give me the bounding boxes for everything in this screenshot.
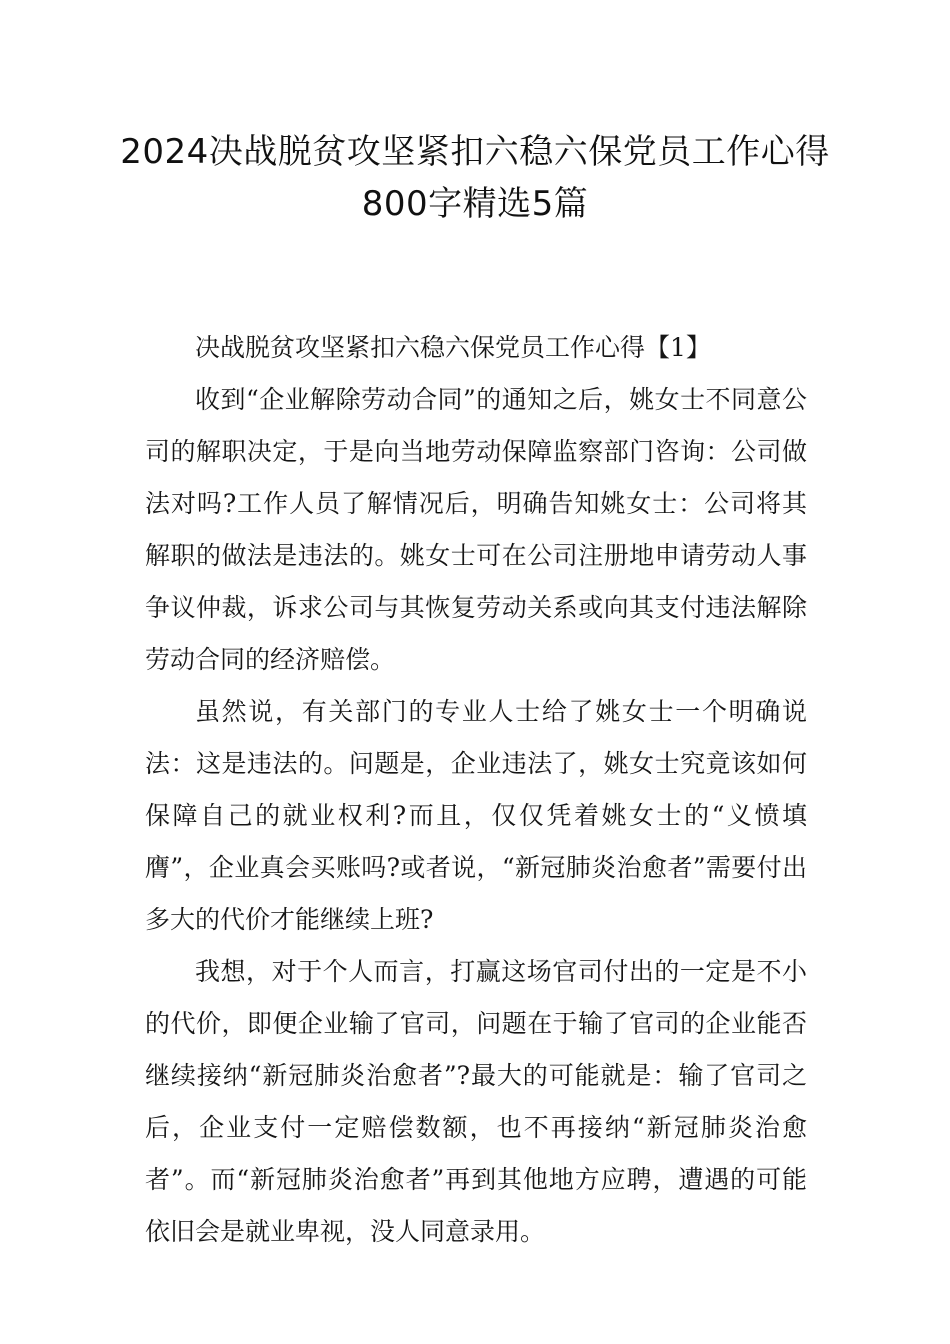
body-paragraph-3: 我想，对于个人而言，打赢这场官司付出的一定是不小的代价，即便企业输了官司，问题在于输了官司的企业能否继续接纳“新冠肺炎治愈者”?最大的可能就是：输了官司之后，企业支付一定赔偿数额，也不再接纳“新冠肺炎治愈者”。而“新冠肺炎治愈者”再到其他地方应聘，遭遇的可能依旧会是就业卑视，没人同意录用。 (145, 957, 807, 1246)
body-paragraph-2: 虽然说，有关部门的专业人士给了姚女士一个明确说法：这是违法的。问题是，企业违法了，姚女士究竟该如何保障自己的就业权利?而且，仅仅凭着姚女士的“义愤填膺”，企业真会买账吗?或者说，“新冠肺炎治愈者”需要付出多大的代价才能继续上班? (145, 697, 807, 934)
document-title: 2024决战脱贫攻坚紧扣六稳六保党员工作心得800字精选5篇 (120, 132, 830, 224)
section-heading: 决战脱贫攻坚紧扣六稳六保党员工作心得【1】 (195, 333, 711, 362)
document-body (145, 322, 807, 1258)
body-paragraph-1: 收到“企业解除劳动合同”的通知之后，姚女士不同意公司的解职决定，于是向当地劳动保障监察部门咨询：公司做法对吗?工作人员了解情况后，明确告知姚女士：公司将其解职的做法是违法的。姚女士可在公司注册地申请劳动人事争议仲裁，诉求公司与其恢复劳动关系或向其支付违法解除劳动合同的经济赔偿。 (145, 385, 807, 674)
